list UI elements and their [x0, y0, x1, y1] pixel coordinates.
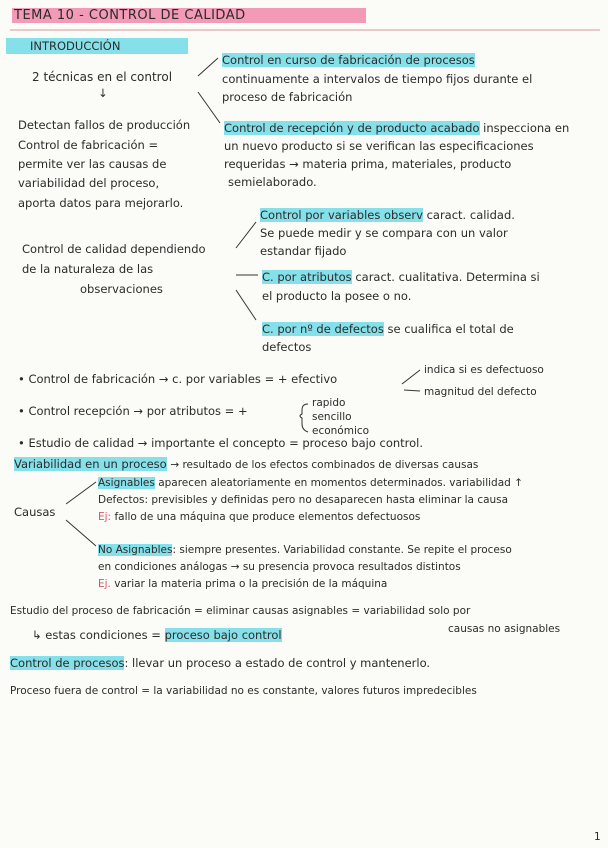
atributos-heading: C. por atributos caract. cualitativa. Determina si	[262, 270, 540, 284]
page-title: TEMA 10 - CONTROL DE CALIDAD	[12, 9, 366, 23]
detectan-line3: permite ver las causas de	[18, 157, 167, 171]
asignables-example: Ej: fallo de una máquina que produce elementos defectuosos	[98, 511, 421, 523]
no-asignables-example: Ej. variar la materia prima o la precisión de la máquina	[98, 578, 388, 590]
variables-heading: Control por variables observ caract. calidad.	[260, 208, 515, 222]
asignables-line2: Defectos: previsibles y definidas pero no desaparecen hasta eliminar la causa	[98, 494, 509, 506]
recepcion-line4: semielaborado.	[228, 175, 317, 189]
bullet-estudio-calidad: • Estudio de calidad → importante el concepto = proceso bajo control.	[18, 436, 424, 450]
depend-line3: observaciones	[80, 282, 163, 296]
bullet-recepcion-economico: económico	[312, 425, 370, 437]
depend-line2: de la naturaleza de las	[22, 262, 154, 276]
bullet-recepcion-rapido: rapido	[312, 397, 346, 409]
estudio-causas-no-asignables: causas no asignables	[448, 623, 561, 635]
recepcion-heading: Control de recepción y de producto acabado inspecciona en	[224, 121, 570, 135]
estudio-line2: ↳ estas condiciones = proceso bajo control	[32, 628, 282, 642]
variables-line3: estandar fijado	[260, 244, 347, 258]
proceso-fuera-control: Proceso fuera de control = la variabilidad no es constante, valores futuros impredecibles	[10, 685, 477, 697]
bullet-fabricacion: • Control de fabricación → c. por variables = + efectivo	[18, 372, 338, 386]
bullet-fabricacion-indica: indica si es defectuoso	[424, 364, 544, 376]
curso-line2: proceso de fabricación	[222, 90, 353, 104]
variables-line2: Se puede medir y se compara con un valor	[260, 226, 508, 240]
no-asignables-heading: No Asignables: siempre presentes. Variabilidad constante. Se repite el proceso	[98, 544, 512, 556]
recepcion-line3: requeridas → materia prima, materiales, producto	[224, 157, 512, 171]
control-procesos: Control de procesos: llevar un proceso a estado de control y mantenerlo.	[10, 656, 431, 670]
page-number: 1	[594, 831, 601, 843]
detectan-line2: Control de fabricación =	[18, 138, 159, 152]
tecnicas-label: 2 técnicas en el control	[32, 70, 173, 84]
curso-heading: Control en curso de fabricación de procesos	[222, 53, 475, 67]
defectos-line2: defectos	[262, 340, 312, 354]
intro-heading: INTRODUCCIÓN	[6, 39, 188, 53]
bullet-recepcion: • Control recepción → por atributos = +	[18, 404, 248, 418]
bullet-recepcion-sencillo: sencillo	[312, 411, 352, 423]
causas-label: Causas	[14, 505, 56, 519]
bullet-fabricacion-magnitud: magnitud del defecto	[424, 386, 537, 398]
detectan-line4: variabilidad del proceso,	[18, 176, 160, 190]
no-asignables-line2: en condiciones análogas → su presencia provoca resultados distintos	[98, 561, 461, 573]
curso-line1: continuamente a intervalos de tiempo fijos durante el	[222, 72, 533, 86]
estudio-line1: Estudio del proceso de fabricación = eliminar causas asignables = variabilidad solo por	[10, 605, 471, 617]
atributos-line2: el producto la posee o no.	[262, 289, 412, 303]
detectan-line5: aporta datos para mejorarlo.	[18, 196, 184, 210]
depend-line1: Control de calidad dependiendo	[22, 242, 206, 256]
defectos-heading: C. por nº de defectos se cualifica el total de	[262, 322, 514, 336]
detectan-line1: Detectan fallos de producción	[18, 118, 191, 132]
tecnicas-arrow: ↓	[98, 86, 108, 100]
recepcion-line2: un nuevo producto si se verifican las especificaciones	[224, 139, 534, 153]
variabilidad-heading: Variabilidad en un proceso → resultado de los efectos combinados de diversas causas	[14, 457, 479, 471]
asignables-heading: Asignables aparecen aleatoriamente en momentos determinados. variabilidad ↑	[98, 477, 523, 489]
